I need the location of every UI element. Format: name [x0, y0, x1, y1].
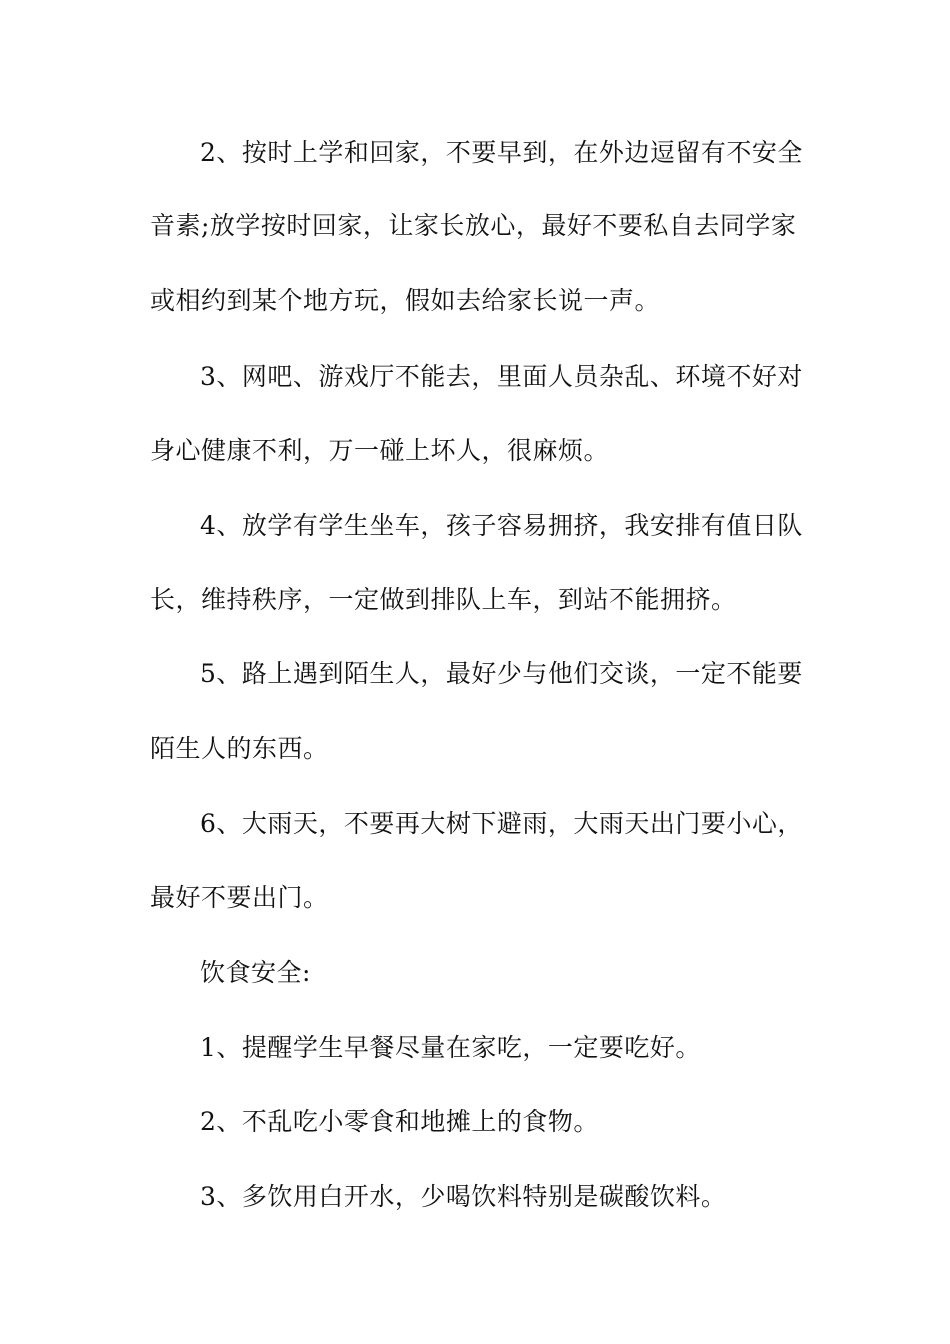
text-line-6: 4、放学有学生坐车，孩子容易拥挤，我安排有值日队: [200, 511, 803, 540]
text-line-3: 或相约到某个地方玩，假如去给家长说一声。: [150, 286, 661, 315]
text-line-14: 2、不乱吃小零食和地摊上的食物。: [200, 1107, 599, 1136]
text-line-2: 音素;放学按时回家，让家长放心，最好不要私自去同学家: [150, 211, 797, 240]
section-heading-food-safety: 饮食安全:: [200, 958, 311, 987]
text-line-13: 1、提醒学生早餐尽量在家吃，一定要吃好。: [200, 1033, 701, 1062]
text-line-1: 2、按时上学和回家，不要早到，在外边逗留有不安全: [200, 138, 803, 167]
text-line-9: 陌生人的东西。: [150, 734, 329, 763]
text-line-7: 长，维持秩序，一定做到排队上车，到站不能拥挤。: [150, 585, 737, 614]
text-line-15: 3、多饮用白开水，少喝饮料特别是碳酸饮料。: [200, 1182, 727, 1211]
text-line-4: 3、网吧、游戏厅不能去，里面人员杂乱、环境不好对: [200, 362, 803, 391]
text-line-11: 最好不要出门。: [150, 883, 329, 912]
text-line-5: 身心健康不利，万一碰上坏人，很麻烦。: [150, 436, 610, 465]
text-line-10: 6、大雨天，不要再大树下避雨，大雨天出门要小心，: [200, 809, 803, 838]
text-line-8: 5、路上遇到陌生人，最好少与他们交谈，一定不能要: [200, 659, 803, 688]
